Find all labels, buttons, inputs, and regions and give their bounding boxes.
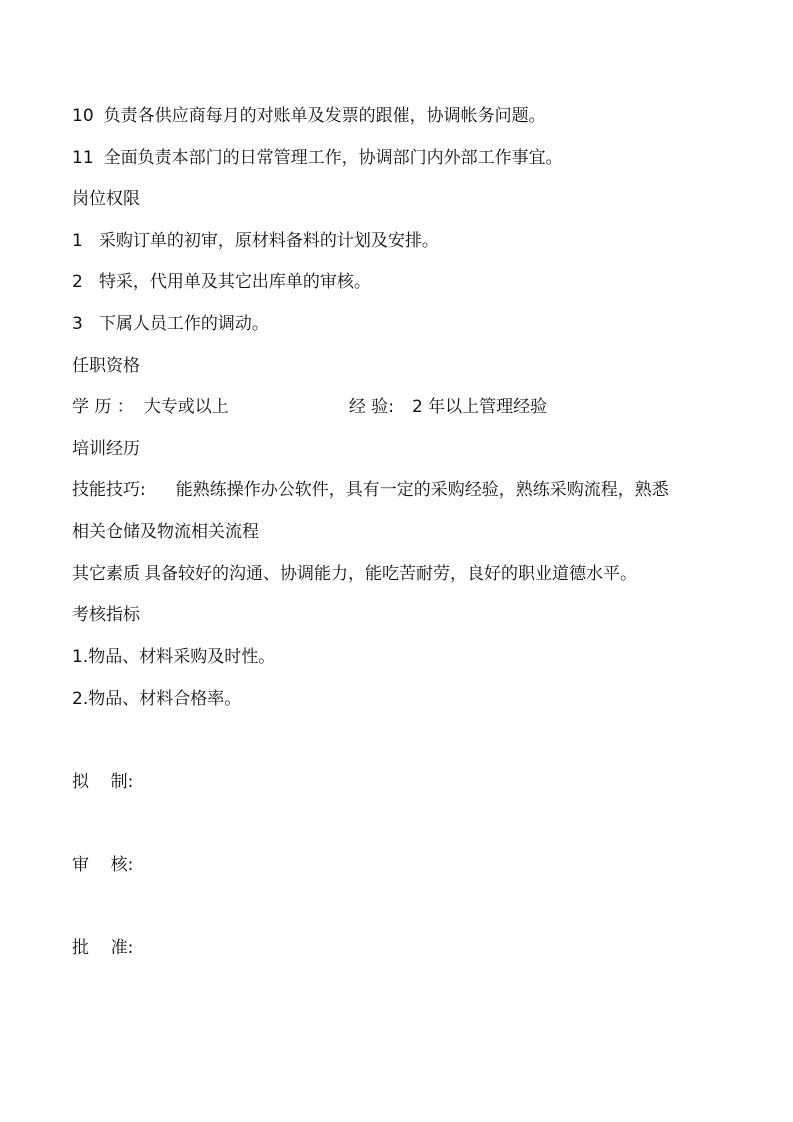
- qualifications-heading: 任职资格: [72, 356, 140, 376]
- skills-text-line1: 能熟练操作办公软件，具有一定的采购经验，熟练采购流程，熟悉: [175, 480, 669, 500]
- skills-text-line2: 相关仓储及物流相关流程: [72, 522, 259, 542]
- signature-approved: [72, 936, 133, 960]
- experience-value: 2 年以上管理经验: [411, 397, 548, 417]
- duty-item-11: [72, 146, 563, 170]
- duty-text: 负责各供应商每月的对账单及发票的跟催，协调帐务问题。: [103, 106, 546, 126]
- quality-row: [72, 562, 637, 586]
- authority-text: 特采，代用单及其它出库单的审核。: [98, 272, 371, 292]
- authority-text: 下属人员工作的调动。: [98, 314, 269, 334]
- quality-label: 其它素质: [72, 564, 140, 584]
- skills-row: [72, 478, 669, 502]
- authority-item-3: [72, 312, 269, 336]
- authority-heading: 岗位权限: [72, 189, 140, 209]
- duty-number: 11: [72, 148, 94, 168]
- authority-item-1: [72, 229, 439, 253]
- authority-number: 3: [72, 314, 83, 334]
- education-value: 大专或以上: [143, 397, 229, 417]
- signature-reviewed: [72, 853, 133, 877]
- authority-text: 采购订单的初审，原材料备料的计划及安排。: [98, 231, 439, 251]
- skills-label: 技能技巧:: [72, 480, 146, 500]
- quality-text: 具备较好的沟通、协调能力，能吃苦耐劳，良好的职业道德水平。: [144, 564, 637, 584]
- duty-text: 全面负责本部门的日常管理工作，协调部门内外部工作事宜。: [103, 148, 563, 168]
- education-label: 学 历 ：: [72, 397, 134, 417]
- training-heading: 培训经历: [72, 439, 140, 459]
- authority-item-2: [72, 270, 371, 294]
- assessment-item-2: 2.物品、材料合格率。: [72, 689, 242, 709]
- approved-label: 批 准:: [72, 938, 134, 958]
- education-experience-row: [72, 395, 547, 419]
- authority-number: 2: [72, 272, 83, 292]
- experience-label: 经 验:: [348, 397, 394, 417]
- duty-item-10: [72, 104, 546, 128]
- duty-number: 10: [72, 106, 94, 126]
- drafted-label: 拟 制:: [72, 772, 134, 792]
- reviewed-label: 审 核:: [72, 855, 134, 875]
- assessment-heading: 考核指标: [72, 605, 140, 625]
- authority-number: 1: [72, 231, 83, 251]
- signature-drafted: [72, 770, 133, 794]
- assessment-item-1: 1.物品、材料采购及时性。: [72, 647, 276, 667]
